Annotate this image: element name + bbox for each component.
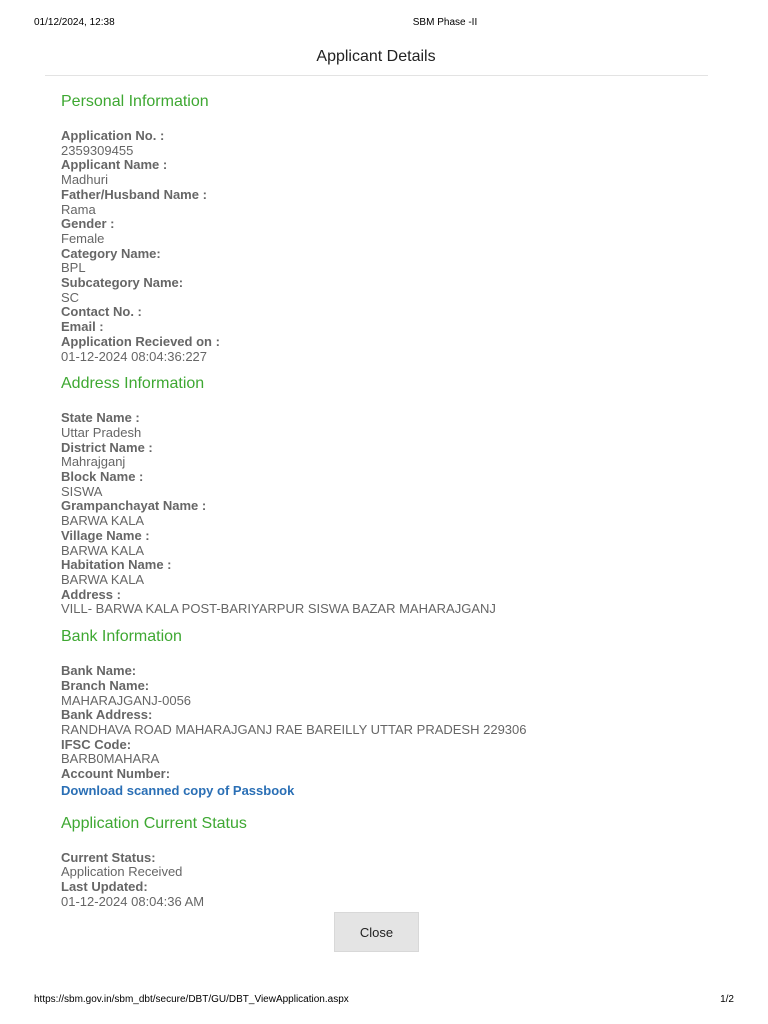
father-husband-name-label: Father/Husband Name : bbox=[61, 186, 207, 202]
father-husband-name-value: Rama bbox=[61, 201, 96, 217]
bank-information-heading: Bank Information bbox=[61, 628, 182, 646]
current-status-value: Application Received bbox=[61, 864, 183, 880]
state-name-value: Uttar Pradesh bbox=[61, 424, 142, 440]
contact-no-label: Contact No. : bbox=[61, 304, 142, 320]
application-no-value: 2359309455 bbox=[61, 142, 134, 158]
address-information-heading: Address Information bbox=[61, 375, 205, 393]
last-updated-label: Last Updated: bbox=[61, 879, 148, 895]
bank-information-section bbox=[61, 627, 721, 800]
application-received-on-value: 01-12-2024 08:04:36:227 bbox=[61, 348, 208, 364]
print-page-url: https://sbm.gov.in/sbm_dbt/secure/DBT/GU/DBT_ViewApplication.aspx bbox=[34, 994, 349, 1005]
close-button[interactable]: Close bbox=[334, 912, 419, 952]
applicant-details-content bbox=[61, 92, 721, 920]
address-label: Address : bbox=[61, 586, 121, 602]
bank-address-label: Bank Address: bbox=[61, 707, 153, 723]
village-name-label: Village Name : bbox=[61, 527, 150, 543]
applicant-name-label: Applicant Name : bbox=[61, 157, 168, 173]
gender-value: Female bbox=[61, 230, 105, 246]
personal-information-section bbox=[61, 92, 721, 364]
applicant-name-value: Madhuri bbox=[61, 172, 108, 188]
village-name-value: BARWA KALA bbox=[61, 542, 145, 558]
title-divider bbox=[45, 75, 708, 76]
address-value: VILL- BARWA KALA POST-BARIYARPUR SISWA BAZAR MAHARAJGANJ bbox=[61, 601, 496, 617]
bank-fields bbox=[61, 664, 721, 800]
application-status-heading: Application Current Status bbox=[61, 814, 247, 832]
application-no-label: Application No. : bbox=[61, 128, 165, 143]
block-name-label: Block Name : bbox=[61, 469, 144, 485]
block-name-value: SISWA bbox=[61, 483, 103, 499]
page-title: Applicant Details bbox=[316, 48, 436, 65]
print-page-title: SBM Phase -II bbox=[412, 17, 478, 28]
grampanchayat-name-value: BARWA KALA bbox=[61, 513, 145, 529]
habitation-name-value: BARWA KALA bbox=[61, 571, 145, 587]
grampanchayat-name-label: Grampanchayat Name : bbox=[61, 498, 207, 514]
ifsc-code-value: BARB0MAHARA bbox=[61, 751, 160, 767]
district-name-value: Mahrajganj bbox=[61, 454, 126, 470]
personal-fields bbox=[61, 129, 721, 364]
download-passbook-link[interactable]: Download scanned copy of Passbook bbox=[61, 782, 295, 798]
subcategory-name-label: Subcategory Name: bbox=[61, 275, 184, 291]
address-fields bbox=[61, 411, 721, 617]
application-status-section bbox=[61, 814, 721, 910]
status-fields bbox=[61, 851, 721, 910]
email-label: Email : bbox=[61, 319, 104, 335]
habitation-name-label: Habitation Name : bbox=[61, 557, 172, 573]
category-name-value: BPL bbox=[61, 260, 86, 276]
print-header bbox=[0, 17, 768, 31]
application-received-on-label: Application Recieved on : bbox=[61, 333, 220, 349]
subcategory-name-value: SC bbox=[61, 289, 80, 305]
print-footer bbox=[0, 994, 768, 1008]
ifsc-code-label: IFSC Code: bbox=[61, 736, 132, 752]
account-number-label: Account Number: bbox=[61, 766, 171, 782]
category-name-label: Category Name: bbox=[61, 245, 161, 261]
district-name-label: District Name : bbox=[61, 439, 153, 455]
state-name-label: State Name : bbox=[61, 410, 140, 426]
current-status-label: Current Status: bbox=[61, 849, 156, 865]
print-page-number: 1/2 bbox=[720, 994, 734, 1005]
print-datetime: 01/12/2024, 12:38 bbox=[34, 17, 115, 28]
gender-label: Gender : bbox=[61, 216, 115, 232]
bank-address-value: RANDHAVA ROAD MAHARAJGANJ RAE BAREILLY UTTAR PRADESH 229306 bbox=[61, 721, 527, 737]
branch-name-label: Branch Name: bbox=[61, 677, 150, 693]
address-information-section bbox=[61, 374, 721, 617]
branch-name-value: MAHARAJGANJ-0056 bbox=[61, 692, 192, 708]
bank-name-label: Bank Name: bbox=[61, 663, 137, 679]
personal-information-heading: Personal Information bbox=[61, 93, 209, 110]
last-updated-value: 01-12-2024 08:04:36 AM bbox=[61, 893, 205, 909]
